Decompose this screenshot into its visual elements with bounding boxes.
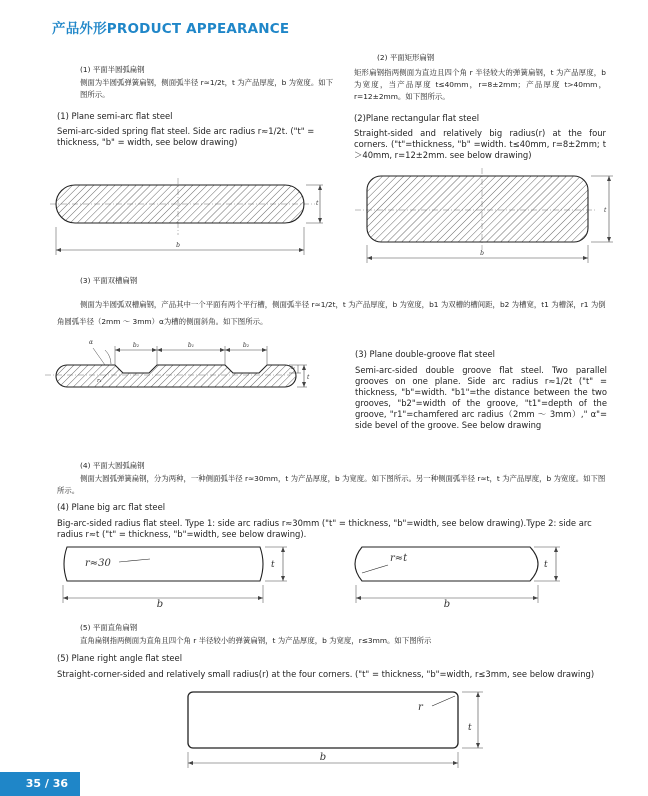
s2-en-title: (2)Plane rectangular flat steel (354, 113, 480, 123)
s4-fig1-t: t (271, 560, 275, 570)
s3-dim-b2b: b₂ (242, 342, 250, 349)
s4-figure-2 (350, 545, 610, 615)
s5-fig-r: r (418, 702, 423, 713)
s1-en-body: Semi-arc-sided spring flat steel. Side arc radius r≈1/2t. ("t" = thickness, "b" = width, see below drawing) (57, 126, 315, 147)
s3-dim-t1: t₁ (291, 365, 296, 371)
s4-en-title: (4) Plane big arc flat steel (57, 502, 166, 512)
page-number: 35 / 36 (0, 772, 80, 796)
s4-cn-title: (4) 平面大圆弧扁钢 (80, 461, 145, 470)
s5-en-body: Straight-corner-sided and relatively small radius(r) at the four corners. ("t" = thickness, "b"=width, r≤3mm, see below drawing) (57, 669, 595, 679)
s2-figure (355, 168, 625, 268)
s5-figure (180, 690, 490, 770)
s3-figure (45, 330, 345, 400)
s3-dim-b1: b₁ (187, 342, 195, 349)
s4-fig1-r: r≈30 (85, 558, 111, 569)
s4-fig2-b: b (443, 599, 451, 610)
s2-cn-title: (2) 平面矩形扁钢 (377, 53, 435, 62)
s3-dim-alpha: α (89, 339, 94, 346)
s5-cn-body: 直角扁钢指两侧面为直角且四个角 r 半径较小的弹簧扁钢，t 为产品厚度，b 为宽度，r≤3mm。如下图所示 (80, 636, 432, 645)
s3-dim-b2a: b₂ (132, 342, 140, 349)
s1-dim-t: t (316, 200, 319, 207)
s3-en-title: (3) Plane double-groove flat steel (355, 349, 495, 359)
s5-en-title: (5) Plane right angle flat steel (57, 653, 183, 663)
s2-cn-body: 矩形扁钢指两侧面为直边且四个角 r 半径较大的弹簧扁钢，t 为产品厚度，b 为宽度，当产品厚度 t≤40mm，r=8±2mm；产品厚度 t>40mm，r=12±2mm。如下图所示。 (354, 68, 606, 101)
s4-fig2-r: r≈t (390, 553, 408, 564)
s4-cn-body: 侧面大圆弧弹簧扁钢，分为两种，一种侧面弧半径 r≈30mm，t 为产品厚度，b 为宽度。如下图所示。另一种侧面弧半径 r≈t，t 为产品厚度，b 为宽度。如下图所示。 (57, 474, 606, 495)
s3-dim-t: t (307, 374, 310, 381)
s4-figure-1 (55, 545, 295, 615)
s5-fig-b: b (319, 752, 327, 763)
s1-en-title: (1) Plane semi-arc flat steel (57, 111, 173, 121)
s2-dim-b: b (480, 250, 484, 257)
s4-fig1-b: b (156, 599, 164, 610)
s2-en-body: Straight-sided and relatively big radius(r) at the four corners. ("t"=thickness, "b" =width. t≤40mm, r=8±2mm; t＞40mm, r=12±2mm. see below drawing) (354, 128, 606, 160)
s4-fig2-t: t (544, 560, 548, 570)
page-title: 产品外形PRODUCT APPEARANCE (52, 21, 290, 37)
s5-fig-t: t (468, 723, 472, 733)
s3-cn-title: (3) 平面双槽扁钢 (80, 276, 138, 285)
s2-dim-t: t (604, 207, 607, 214)
s1-cn-body: 侧面为半圆弧弹簧扁钢，侧面弧半径 r≈1/2t，t 为产品厚度，b 为宽度。如下图所示。 (80, 78, 333, 99)
s4-en-body: Big-arc-sided radius flat steel. Type 1: side arc radius r≈30mm ("t" = thickness, "b"=width, see below drawing).Type 2: side arc radius r≈t ("t" = thickness, "b"=width, see below drawing). (57, 518, 592, 539)
s3-dim-r1: r₁ (97, 378, 102, 384)
s1-figure (40, 175, 340, 260)
s3-en-body: Semi-arc-sided double groove flat steel. Two parallel grooves on one plane. Side arc radius r≈1/2t ("t" = thickness, "b"=width. "b1"=the distance between the two grooves, "b2"=width of the groove, "t1"=depth of the groove, "r1"=chamfered arc radius（2mm ～ 3mm）," α"= side bevel of the groove. See below drawing (355, 365, 607, 430)
s1-dim-b: b (176, 242, 180, 249)
s1-cn-title: (1) 平面半圆弧扁钢 (80, 65, 145, 74)
s3-cn-body: 侧面为半圆弧双槽扁钢，产品其中一个平面有两个平行槽，侧面弧半径 r≈1/2t，t 为产品厚度，b 为宽度，b1 为双槽的槽间距，b2 为槽宽，t1 为槽深，r1 为倒角圆弧半径（2mm ～ 3mm）α为槽的侧面斜角。如下图所示。 (57, 300, 606, 326)
s5-cn-title: (5) 平面直角扁钢 (80, 623, 138, 632)
